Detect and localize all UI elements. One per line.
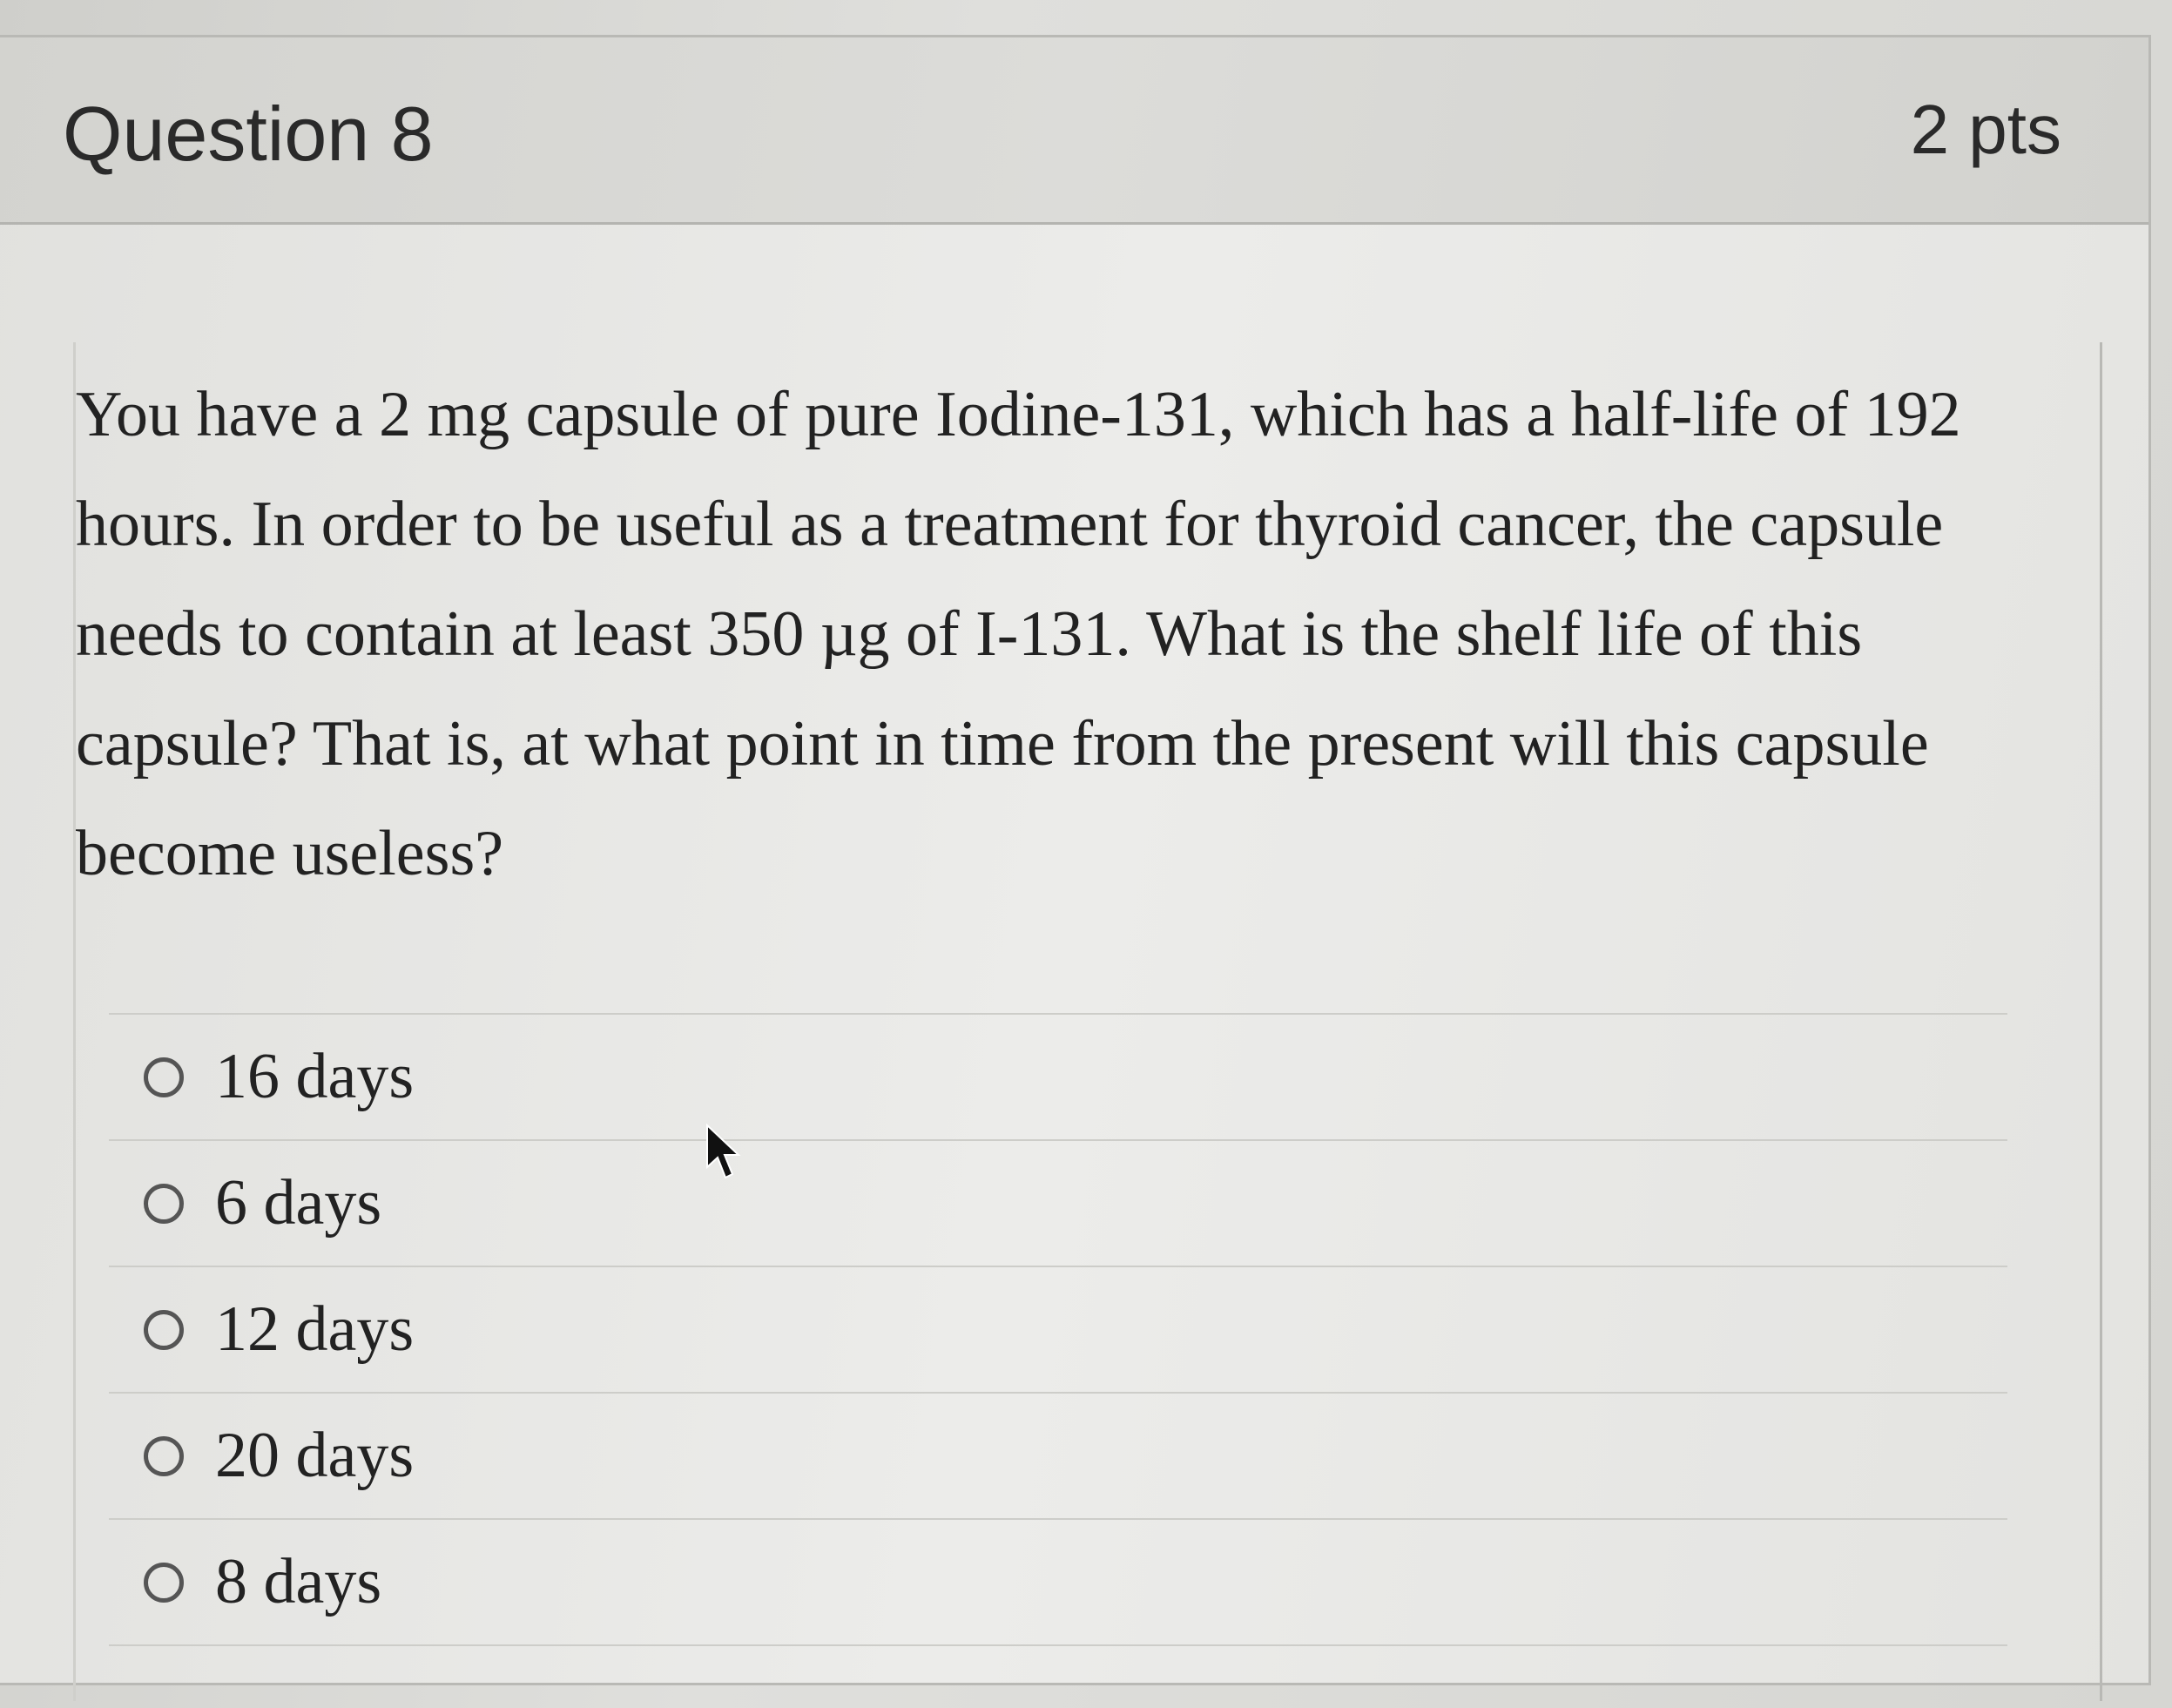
question-points: 2 pts — [1910, 91, 2061, 168]
answer-label: 20 days — [215, 1420, 415, 1491]
question-text: You have a 2 mg capsule of pure Iodine-131, which has a half-life of 192 hours. In order to be useful as a treatment for thyroid cancer, the capsule needs to contain at least 350 µg of I-131. What is the shelf life of this capsule? That is, at what point in time from the present will this capsule become useless? — [76, 379, 1961, 889]
answer-label: 8 days — [215, 1546, 382, 1617]
radio-unselected-icon[interactable] — [144, 1310, 184, 1350]
radio-unselected-icon[interactable] — [144, 1436, 184, 1476]
question-title: Question 8 — [63, 91, 434, 177]
answer-option[interactable] — [109, 1520, 2007, 1646]
answer-label: 6 days — [215, 1167, 382, 1239]
question-card — [0, 35, 2151, 1685]
radio-unselected-icon[interactable] — [144, 1184, 184, 1224]
mouse-pointer-icon — [704, 1124, 745, 1185]
answer-label: 12 days — [215, 1293, 415, 1365]
answer-option[interactable] — [109, 1267, 2007, 1394]
answer-option[interactable] — [109, 1015, 2007, 1141]
answer-list — [109, 1013, 2007, 1646]
question-header — [0, 37, 2148, 225]
question-body — [73, 342, 2102, 1701]
radio-unselected-icon[interactable] — [144, 1563, 184, 1603]
answer-option[interactable] — [109, 1394, 2007, 1520]
answer-option[interactable] — [109, 1141, 2007, 1267]
radio-unselected-icon[interactable] — [144, 1057, 184, 1097]
answer-label: 16 days — [215, 1041, 415, 1112]
